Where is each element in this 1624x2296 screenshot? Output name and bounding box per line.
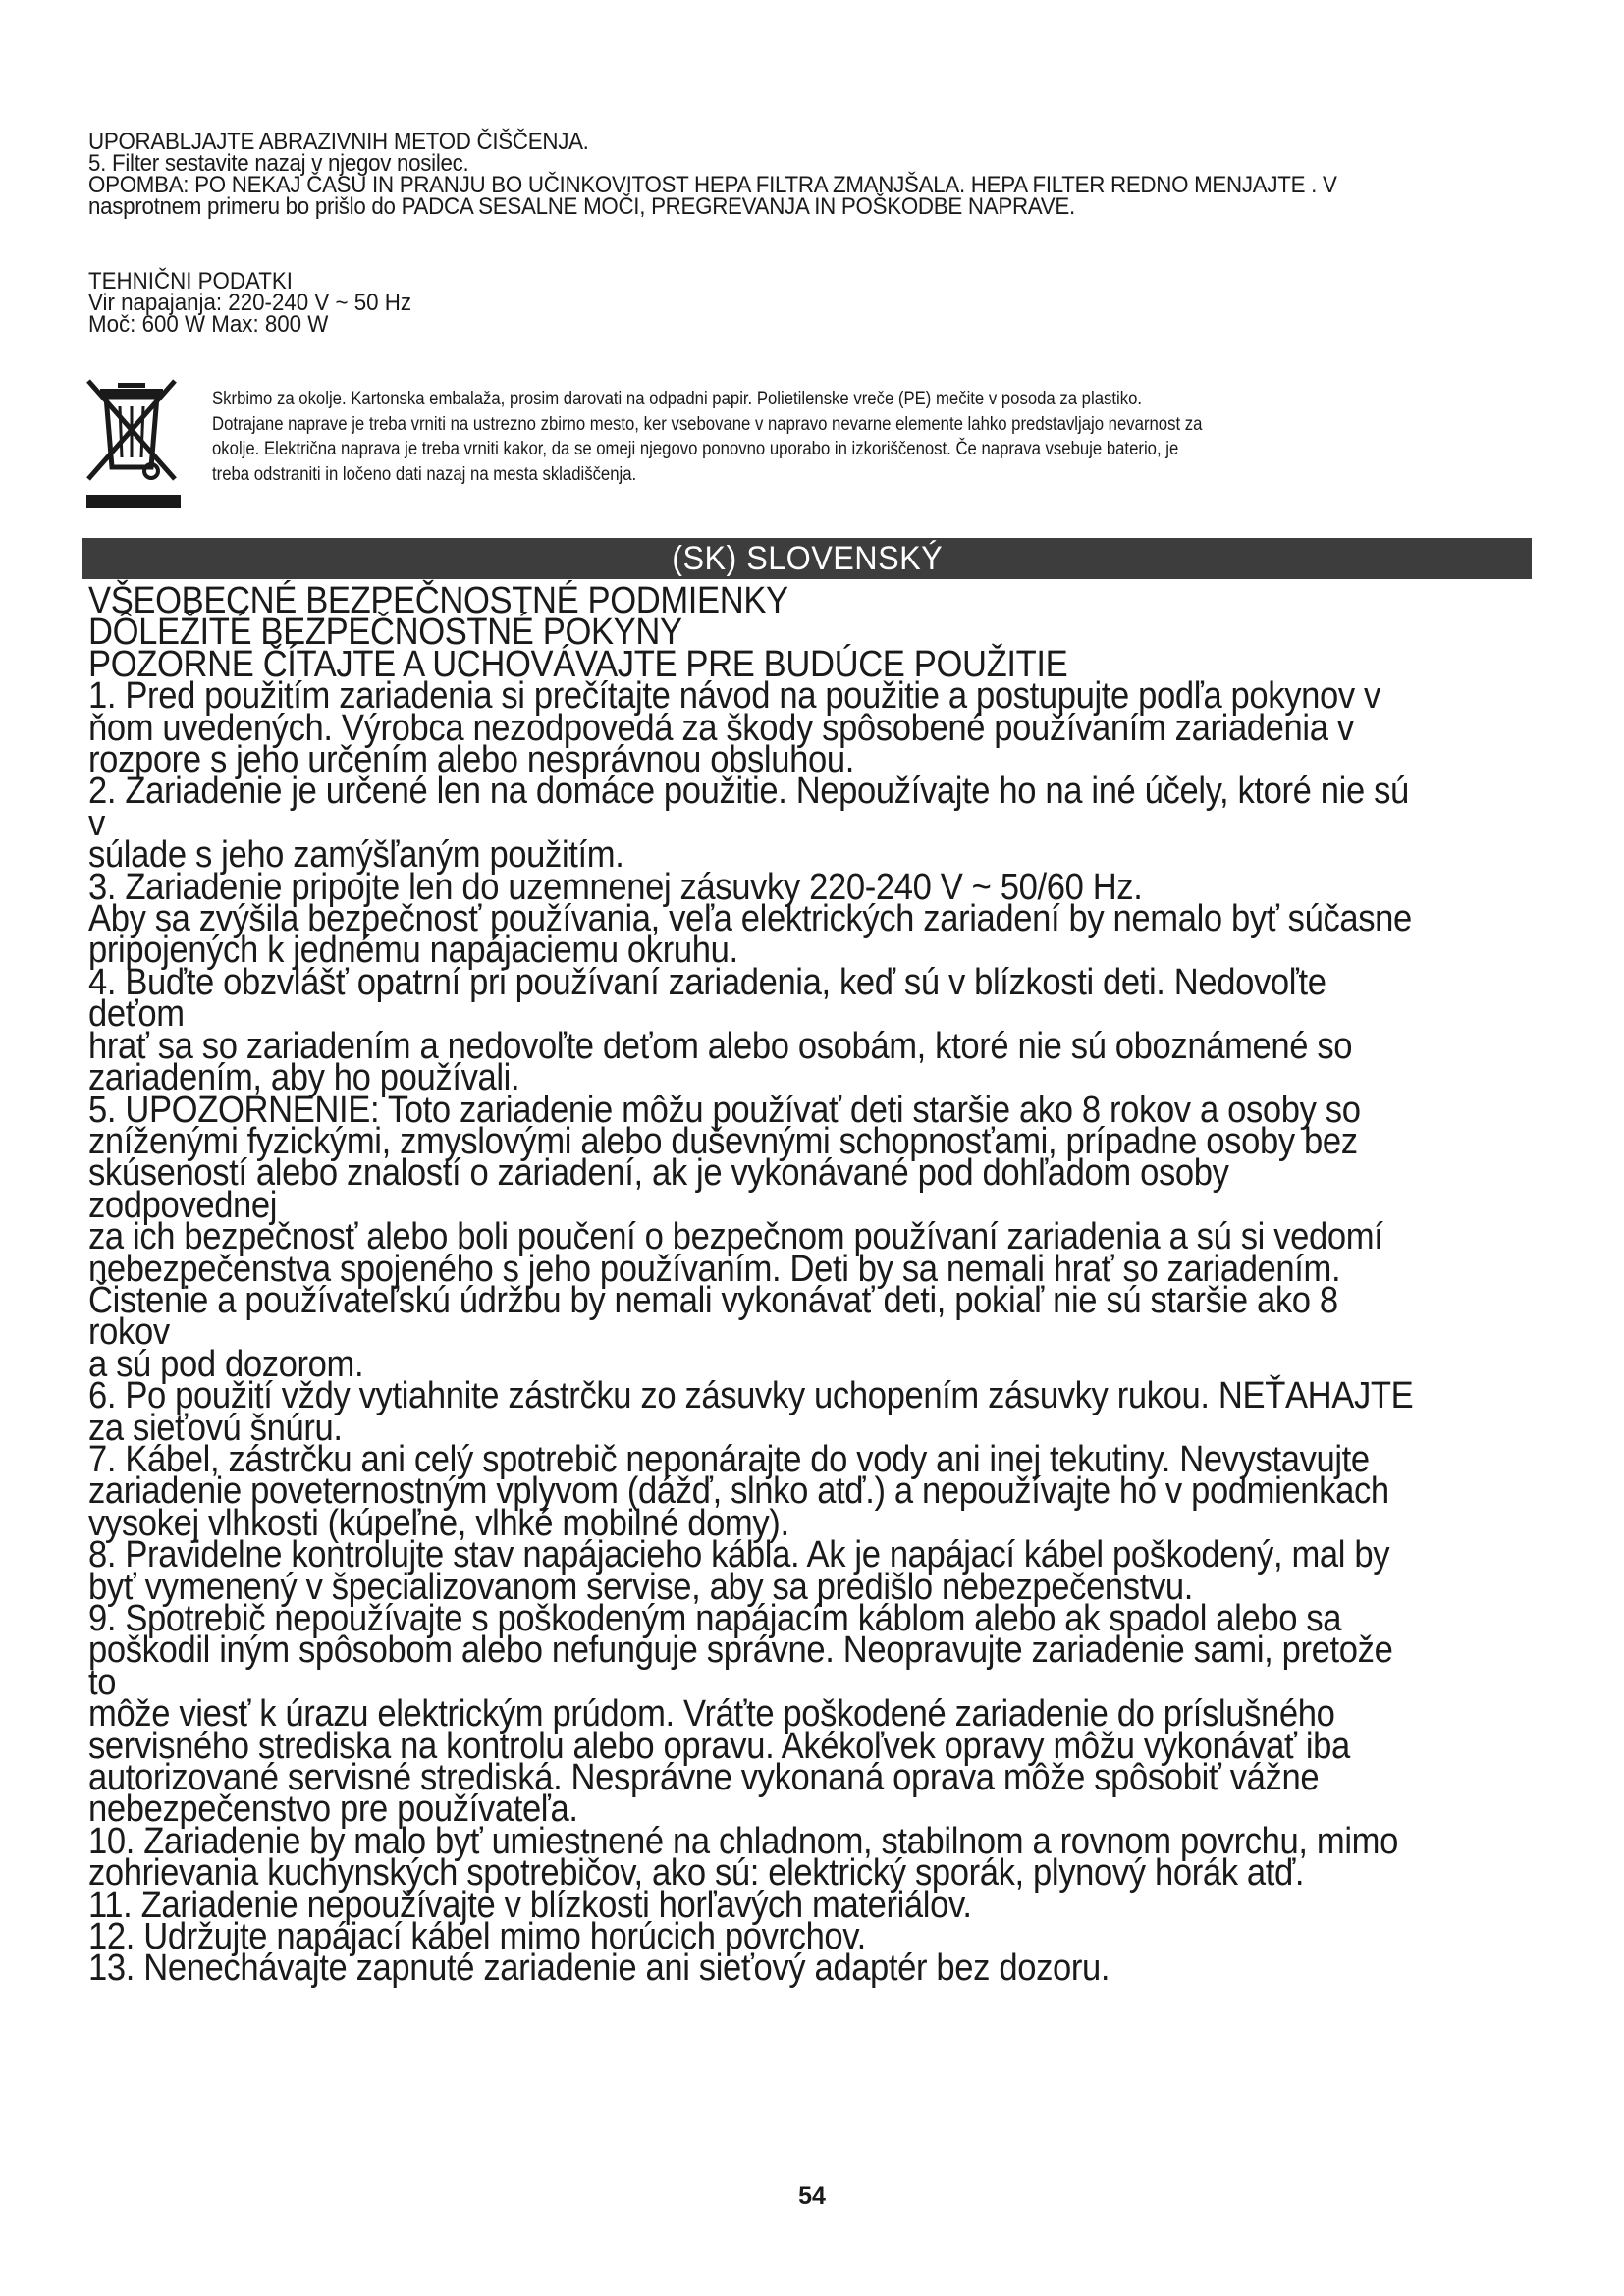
power-spec: Moč: 600 W Max: 800 W: [88, 311, 329, 338]
text-line: pripojených k jednému napájaciemu okruhu.: [88, 930, 738, 972]
text-line: nasprotnem primeru bo prišlo do PADCA SESALNE MOČI, PREGREVANJA IN POŠKODBE NAPRAVE.: [88, 193, 1075, 220]
text-line: UPORABLJAJTE ABRAZIVNIH METOD ČIŠČENJA.: [88, 129, 589, 155]
text-line: zariadenie poveternostným vplyvom (dážď, slnko atď.) a nepoužívajte ho v podmienkach: [88, 1470, 1389, 1513]
text-line: VŠEOBECNÉ BEZPEČNOSTNÉ PODMIENKY: [88, 580, 788, 621]
text-line: zníženými fyzickými, zmyslovými alebo duševnými schopnosťami, prípadne osoby bez: [88, 1120, 1358, 1162]
text-line: 1. Pred použitím zariadenia si prečítajte návod na použitie a postupujte podľa pokynov v: [88, 675, 1380, 718]
slovak-safety-instructions: [88, 580, 1424, 1990]
text-line: zohrievania kuchynských spotrebičov, ako sú: elektrický sporák, plynový horák atď.: [88, 1852, 1305, 1895]
text-line: POZORNE ČÍTAJTE A UCHOVÁVAJTE PRE BUDÚCE POUŽITIE: [88, 643, 1068, 685]
technical-data-heading: TEHNIČNI PODATKI: [88, 268, 293, 294]
power-supply-spec: Vir napajanja: 220-240 V ~ 50 Hz: [88, 290, 412, 316]
text-line: 5. Filter sestavite nazaj v njegov nosilec.: [88, 150, 469, 177]
text-line: a sú pod dozorom.: [88, 1343, 364, 1385]
text-line: skúseností alebo znalostí o zariadení, ak je vykonávané pod dohľadom osoby zodpovednej: [88, 1152, 1229, 1226]
text-line: 5. UPOZORNENIE: Toto zariadenie môžu používať deti staršie ako 8 rokov a osoby so: [88, 1089, 1361, 1131]
text-line: za sieťovú šnúru.: [88, 1407, 343, 1449]
text-line: ňom uvedených. Výrobca nezodpovedá za škody spôsobené používaním zariadenia v: [88, 707, 1354, 749]
text-line: Dotrajane naprave je treba vrniti na ustrezno zbirno mesto, ker vsebovane v napravo nevarne elemente lahko predstavljajo nevarnost za: [212, 413, 1203, 435]
text-line: Čistenie a používateľskú údržbu by nemali vykonávať deti, pokiaľ nie sú staršie ako 8 rokov: [88, 1279, 1338, 1354]
technical-data: [88, 268, 412, 338]
text-line: 4. Buďte obzvlášť opatrní pri používaní zariadenia, keď sú v blízkosti deti. Nedovoľte deťom: [88, 961, 1326, 1036]
slovenian-cleaning-notes: [88, 129, 1439, 220]
text-line: hrať sa so zariadením a nedovoľte deťom alebo osobám, ktoré nie sú oboznámené so: [88, 1025, 1353, 1067]
text-line: OPOMBA: PO NEKAJ ČASU IN PRANJU BO UČINKOVITOST HEPA FILTRA ZMANJŠALA. HEPA FILTER REDNO MENJAJTE . V: [88, 172, 1337, 198]
text-line: autorizované servisné strediská. Nesprávne vykonaná oprava môže spôsobiť vážne: [88, 1757, 1320, 1799]
text-line: 11. Zariadenie nepoužívajte v blízkosti horľavých materiálov.: [88, 1884, 972, 1926]
text-line: DÔLEŽITÉ BEZPEČNOSTNÉ POKYNY: [88, 612, 682, 654]
text-line: treba odstraniti in ločeno dati nazaj na mesta skladiščenja.: [212, 463, 637, 485]
section-banner-label: (SK) SLOVENSKÝ: [672, 539, 943, 577]
section-banner: [82, 538, 1532, 579]
text-line: 8. Pravidelne kontrolujte stav napájacieho kábla. Ak je napájací kábel poškodený, mal by: [88, 1534, 1390, 1576]
text-line: 2. Zariadenie je určené len na domáce použitie. Nepoužívajte ho na iné účely, ktoré nie sú v: [88, 771, 1409, 844]
text-line: 3. Zariadenie pripojte len do uzemnenej zásuvky 220-240 V ~ 50/60 Hz.: [88, 866, 1143, 908]
page-number: 54: [798, 2182, 826, 2210]
text-line: 6. Po použití vždy vytiahnite zástrčku zo zásuvky uchopením zásuvky rukou. NEŤAHAJTE: [88, 1375, 1414, 1417]
text-line: vysokej vlhkosti (kúpeľne, vlhké mobilné domy).: [88, 1502, 789, 1544]
recycling-notice: [212, 387, 1361, 487]
text-line: 9. Spotrebič nepoužívajte s poškodeným napájacím káblom alebo ak spadol alebo sa: [88, 1598, 1342, 1639]
text-line: okolje. Električna naprava je treba vrniti kakor, da se omeji njegovo ponovno uporabo in izkoriščenost. Če naprava vsebuje baterio, je: [212, 439, 1179, 459]
text-line: servisného strediska na kontrolu alebo opravu. Akékoľvek opravy môžu vykonávať iba: [88, 1725, 1350, 1767]
text-line: nebezpečenstvo pre používateľa.: [88, 1789, 578, 1831]
text-line: 7. Kábel, zástrčku ani celý spotrebič neponárajte do vody ani inej tekutiny. Nevystavujte: [88, 1438, 1370, 1480]
text-line: 13. Nenechávajte zapnuté zariadenie ani sieťový adaptér bez dozoru.: [88, 1948, 1110, 1990]
crossed-out-wheelie-bin-icon: [84, 377, 183, 514]
text-line: Skrbimo za okolje. Kartonska embalaža, prosim darovati na odpadni papir. Polietilenske vreče (PE) mečite v posoda za plastiko.: [212, 389, 1143, 409]
text-line: súlade s jeho zamýšľaným použitím.: [88, 834, 624, 877]
text-line: môže viesť k úrazu elektrickým prúdom. Vráťte poškodené zariadenie do príslušného: [88, 1693, 1335, 1735]
text-line: Aby sa zvýšila bezpečnosť používania, veľa elektrických zariadení by nemalo byť súčasne: [88, 898, 1412, 940]
text-line: za ich bezpečnosť alebo boli poučení o bezpečnom používaní zariadenia a sú si vedomí: [88, 1216, 1383, 1258]
text-line: rozpore s jeho určením alebo nesprávnou obsluhou.: [88, 739, 854, 781]
text-line: byť vymenený v špecializovanom servise, aby sa predišlo nebezpečenstvu.: [88, 1566, 1194, 1608]
text-line: 12. Udržujte napájací kábel mimo horúcich povrchov.: [88, 1916, 866, 1958]
text-line: poškodil iným spôsobom alebo nefunguje správne. Neopravujte zariadenie sami, pretože to: [88, 1629, 1393, 1703]
text-line: nebezpečenstva spojeného s jeho používaním. Deti by sa nemali hrať so zariadením.: [88, 1248, 1341, 1290]
text-line: zariadením, aby ho používali.: [88, 1057, 520, 1099]
text-line: 10. Zariadenie by malo byť umiestnené na chladnom, stabilnom a rovnom povrchu, mimo: [88, 1820, 1398, 1862]
